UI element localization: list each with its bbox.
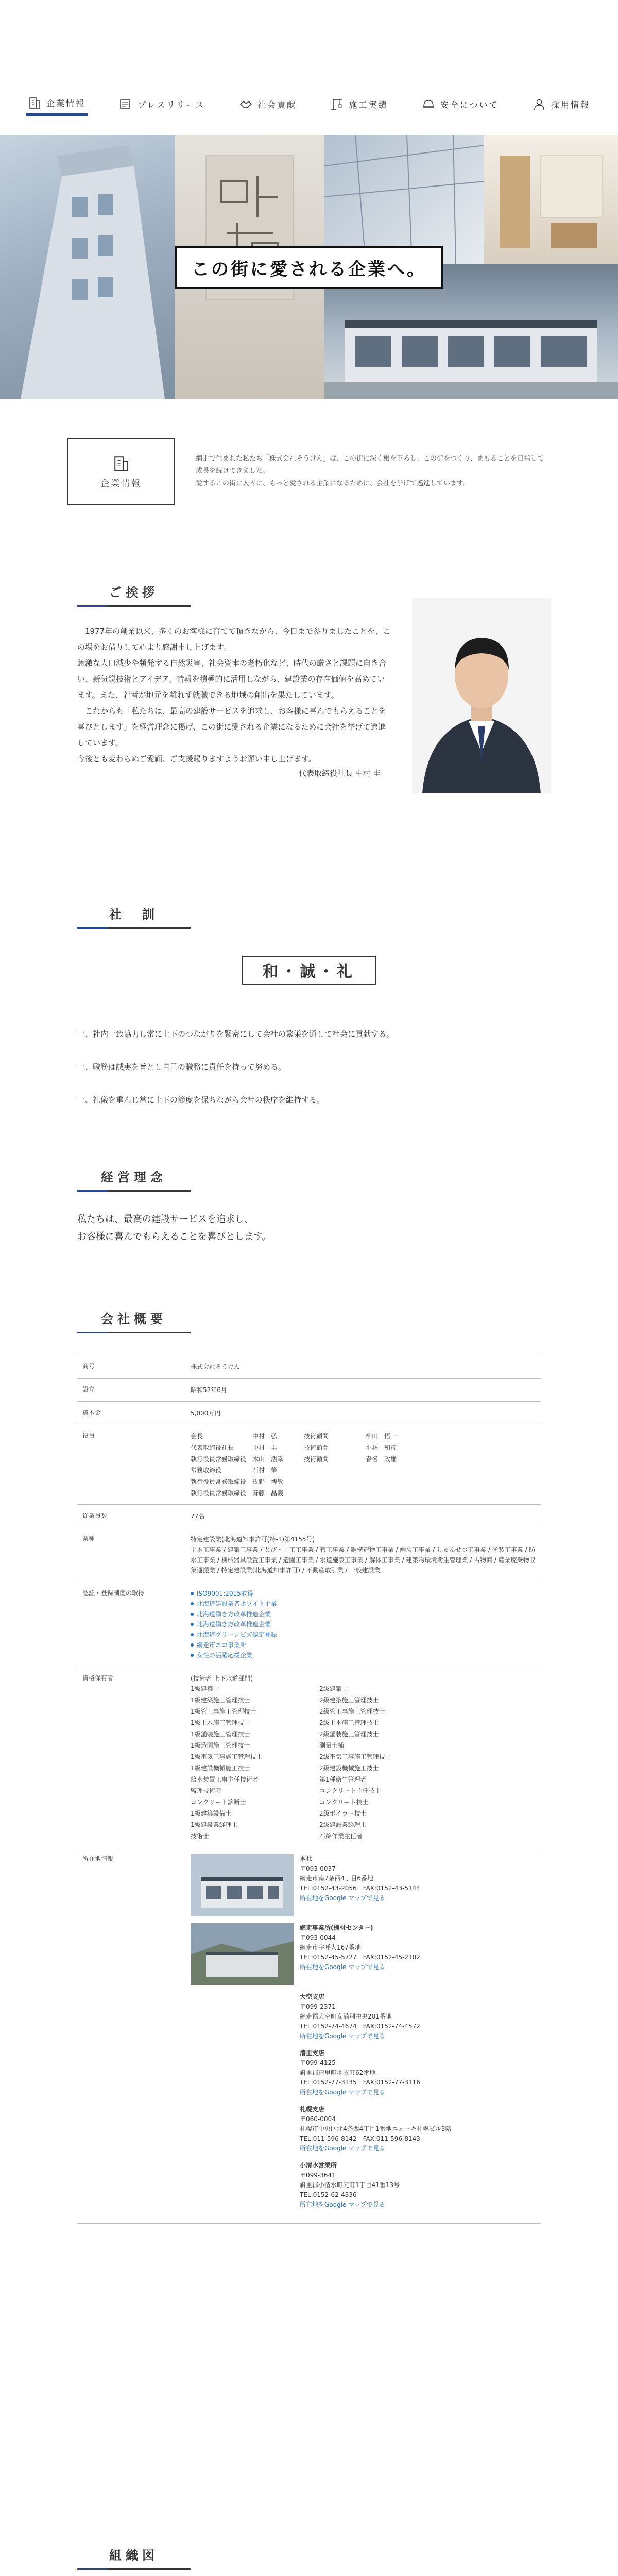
company-table bbox=[77, 1355, 541, 2224]
officer-title: 技術顧問 bbox=[304, 1455, 329, 1463]
office-address: 網走市南7条西4丁目6番地 bbox=[300, 1875, 373, 1882]
office-zip: 〒093-0037 bbox=[300, 1865, 336, 1872]
greeting-title: ご挨拶 bbox=[77, 577, 191, 607]
officer-title: 代表取締役社長 bbox=[191, 1444, 234, 1451]
office-entry bbox=[191, 2105, 541, 2154]
officers-grid bbox=[191, 1431, 541, 1498]
qual-item: 1級舗装施工管理技士 bbox=[191, 1731, 250, 1738]
office-name: 大空支店 bbox=[300, 1993, 325, 2001]
qual-item: 第1種衛生管理者 bbox=[319, 1776, 367, 1783]
qual-item: コンクリート技士 bbox=[319, 1799, 369, 1806]
qual-item: 1級土木施工管理技士 bbox=[191, 1719, 250, 1726]
qual-item: 監理技術者 bbox=[191, 1787, 222, 1794]
qual-item: 1級建築設備士 bbox=[191, 1810, 232, 1817]
table-row bbox=[77, 1378, 541, 1401]
qual-item: 2級建設業経理士 bbox=[319, 1821, 367, 1828]
nav-label: 社会貢献 bbox=[257, 99, 297, 110]
office-tel: TEL:0152-74-4674 FAX:0152-74-4572 bbox=[300, 2023, 420, 2030]
nav-construction-works[interactable] bbox=[328, 92, 390, 116]
table-row bbox=[77, 1667, 541, 1848]
row-label: 認証・登録制度の取得 bbox=[82, 1589, 145, 1597]
nav-label: 安全について bbox=[440, 99, 499, 110]
shaze-lines bbox=[77, 1018, 541, 1116]
qual-item: 2級電気工事施工管理技士 bbox=[319, 1753, 391, 1760]
officer-name: 石村 肇 bbox=[252, 1467, 278, 1474]
company-motto: 和・誠・礼 bbox=[242, 956, 376, 985]
philosophy-title: 経営理念 bbox=[77, 1162, 191, 1192]
office-entry bbox=[191, 1992, 541, 2041]
table-row bbox=[77, 1504, 541, 1528]
qual-item: 石綿作業主任者 bbox=[319, 1833, 363, 1840]
office-entry bbox=[191, 2161, 541, 2210]
row-label: 商号 bbox=[82, 1363, 95, 1370]
quals-head: (技術者 上下水道部門) bbox=[191, 1675, 253, 1682]
officer-name: 中村 圭 bbox=[252, 1444, 278, 1451]
building-icon bbox=[112, 454, 130, 472]
officer-name: 斉藤 晶義 bbox=[252, 1489, 284, 1497]
row-value: 5,000万円 bbox=[191, 1410, 221, 1417]
nav-label: 企業情報 bbox=[46, 98, 86, 108]
table-row bbox=[77, 1528, 541, 1582]
office-name: 小清水営業所 bbox=[300, 2162, 337, 2169]
table-row bbox=[77, 1425, 541, 1504]
officer-title: 常務取締役 bbox=[191, 1467, 222, 1474]
cert-link[interactable]: ISO9001:2015取得 bbox=[191, 1588, 541, 1599]
office-entry bbox=[191, 1923, 541, 1985]
qual-item: 2級建設機械施工技士 bbox=[319, 1765, 379, 1772]
google-map-link[interactable]: 所在地をGoogle マップで見る bbox=[300, 2201, 386, 2208]
office-tel: TEL:0152-45-5727 FAX:0152-45-2102 bbox=[300, 1954, 420, 1961]
nav-label: プレスリリース bbox=[138, 99, 205, 110]
cert-link[interactable]: 北海道建設業者ホワイト企業 bbox=[191, 1599, 541, 1609]
qual-item: 2級管工事施工管理技士 bbox=[319, 1708, 385, 1715]
table-row bbox=[77, 1848, 541, 2224]
hero-photo-lobby bbox=[484, 135, 618, 264]
officer-name: 牧野 博敏 bbox=[252, 1478, 284, 1485]
shaze-title: 社 訓 bbox=[77, 899, 191, 929]
row-value: 株式会社そうけん bbox=[191, 1363, 241, 1370]
greeting-paragraph: これからも「私たちは、最高の建設サービスを追求し、お客様に喜んでもらえることを喜びとします」を経営理念に掲げ、この街に愛される企業になるために会社を挙げて邁進しています。 bbox=[77, 706, 387, 748]
qual-item: 2級舗装施工管理技士 bbox=[319, 1731, 379, 1738]
office-photo bbox=[191, 1923, 294, 1985]
office-address: 斜里郡小清水町元町1丁目41番13号 bbox=[300, 2181, 400, 2189]
intro-label-box bbox=[67, 438, 175, 505]
qual-item: 1級造園施工管理技士 bbox=[191, 1742, 250, 1749]
office-address: 網走郡大空町女満別中央201番地 bbox=[300, 2013, 392, 2020]
hero-photo-building-facade bbox=[0, 135, 175, 399]
office-tel: TEL:0152-62-4336 bbox=[300, 2191, 357, 2198]
office-name: 本社 bbox=[300, 1855, 313, 1862]
president-portrait bbox=[412, 598, 551, 793]
officer-name: 柳田 悟一 bbox=[366, 1433, 397, 1440]
office-name: 札幌支店 bbox=[300, 2106, 325, 2113]
greeting-signature: 代表取締役社長 中村 圭 bbox=[299, 769, 381, 778]
table-row bbox=[77, 1582, 541, 1667]
qual-item: 1級管工事施工管理技士 bbox=[191, 1708, 256, 1715]
office-zip: 〒099-4125 bbox=[300, 2059, 336, 2066]
qual-item: 1級電気工事施工管理技士 bbox=[191, 1753, 263, 1760]
hero-caption: この街に愛される企業へ。 bbox=[175, 246, 443, 289]
intro-text: 網走で生まれた私たち「株式会社そうけん」は、この街に深く根を下ろし、この街をつくり、まもることを目指して成長を続けてきました。 愛するこの街に人々に、もっと愛される企業になるために、会社を挙げて邁進しています。 bbox=[196, 455, 544, 487]
office-name: 網走事業所(機材センター) bbox=[300, 1924, 373, 1931]
google-map-link[interactable]: 所在地をGoogle マップで見る bbox=[300, 1963, 386, 1971]
philosophy-line: お客様に喜んでもらえることを喜びとします。 bbox=[77, 1231, 271, 1242]
office-tel: TEL:011-596-8142 FAX:011-596-8143 bbox=[300, 2135, 420, 2142]
google-map-link[interactable]: 所在地をGoogle マップで見る bbox=[300, 2089, 386, 2096]
qual-item: 給水装置工事主任技術者 bbox=[191, 1776, 259, 1783]
nav-social-contribution[interactable] bbox=[237, 92, 299, 116]
office-entry bbox=[191, 2048, 541, 2097]
nav-company-info[interactable] bbox=[26, 92, 88, 116]
handshake-icon bbox=[239, 97, 252, 111]
office-zip: 〒099-2371 bbox=[300, 2003, 336, 2010]
shaze-line: 一、社内一致協力し常に上下のつながりを緊密にして会社の繁栄を通して社会に貢献する。 bbox=[77, 1029, 394, 1039]
cert-link[interactable]: 北海道働き方改革推進企業 bbox=[191, 1609, 541, 1619]
nav-recruit[interactable] bbox=[530, 92, 592, 116]
officer-title: 執行役員常務取締役 bbox=[191, 1489, 247, 1497]
office-photo bbox=[191, 1854, 294, 1916]
table-row bbox=[77, 1355, 541, 1378]
office-address: 札幌市中央区北4条西4丁目1番地ニューキ札幌ビル3階 bbox=[300, 2125, 452, 2132]
qual-item: 技術士 bbox=[191, 1833, 210, 1840]
nav-safety[interactable] bbox=[420, 92, 501, 116]
office-zip: 〒093-0044 bbox=[300, 1934, 336, 1941]
office-tel: TEL:0152-77-3135 FAX:0152-77-3116 bbox=[300, 2079, 420, 2086]
recruit-icon bbox=[533, 97, 546, 111]
org-title: 組織図 bbox=[77, 2540, 191, 2570]
qual-item: 2級建築施工管理技士 bbox=[319, 1697, 379, 1704]
row-label: 所在地情報 bbox=[82, 1855, 114, 1862]
hero-photo-interior bbox=[324, 135, 484, 264]
greeting-paragraph: 1977年の創業以来、多くのお客様に育てて頂きながら、今日まで参りましたことを、この場をお借りして心より感謝申し上げます。 bbox=[77, 626, 391, 652]
greeting-paragraph: 急激な人口減少や頻発する自然災害、社会資本の老朽化など、時代の厳さと課題に向き合い、新気鋭技術とアイデア、情報を積極的に活用しながら、建設業の存在価値を高めています。また、若者が地元を離れず就職できる地域の創出を果たしています。 bbox=[77, 658, 387, 700]
officer-title: 技術顧問 bbox=[304, 1433, 329, 1440]
qual-item: コンクリート主任技士 bbox=[319, 1787, 381, 1794]
row-label: 資本金 bbox=[82, 1409, 101, 1416]
qual-item: 1級建築施工管理技士 bbox=[191, 1697, 250, 1704]
google-map-link[interactable]: 所在地をGoogle マップで見る bbox=[300, 1894, 386, 1902]
qual-item: 2級土木施工管理技士 bbox=[319, 1719, 379, 1726]
company-intro bbox=[67, 438, 551, 505]
officer-name: 春名 政雄 bbox=[366, 1455, 397, 1463]
qual-item: 2級ボイラー技士 bbox=[319, 1810, 367, 1817]
office-name: 清里支店 bbox=[300, 2049, 325, 2057]
press-icon bbox=[119, 97, 132, 111]
office-tel: TEL:0152-43-2056 FAX:0152-43-5144 bbox=[300, 1885, 420, 1892]
intro-label: 企業情報 bbox=[100, 478, 142, 489]
office-zip: 〒060-0004 bbox=[300, 2115, 336, 2123]
company-title: 会社概要 bbox=[77, 1303, 191, 1333]
google-map-link[interactable]: 所在地をGoogle マップで見る bbox=[300, 2032, 386, 2040]
office-address: 網走市字呼人167番地 bbox=[300, 1944, 361, 1951]
officer-title: 会長 bbox=[191, 1433, 203, 1440]
building-icon bbox=[28, 96, 41, 109]
office-zip: 〒099-3641 bbox=[300, 2172, 336, 2179]
officer-name: 小林 和彦 bbox=[366, 1444, 397, 1451]
row-value: 昭和52年6月 bbox=[191, 1386, 227, 1394]
qual-item: 測量士補 bbox=[319, 1742, 345, 1749]
crane-icon bbox=[330, 97, 344, 111]
row-label: 従業員数 bbox=[82, 1512, 108, 1519]
greeting-text bbox=[77, 623, 391, 767]
qual-item: コンクリート診断士 bbox=[191, 1799, 246, 1806]
officer-title: 執行役員常務取締役 bbox=[191, 1455, 247, 1463]
cert-link[interactable]: 北海道グリーンビズ認定登録 bbox=[191, 1630, 541, 1640]
row-label: 役員 bbox=[82, 1432, 95, 1439]
office-entry bbox=[191, 1854, 541, 1916]
main-nav bbox=[26, 88, 592, 116]
cert-link[interactable]: 網走市エコ事業所 bbox=[191, 1640, 541, 1650]
row-label: 資格保有者 bbox=[82, 1674, 114, 1682]
qual-item: 1級建設業経理士 bbox=[191, 1821, 238, 1828]
shaze-line: 一、礼儀を重んじ常に上下の節度を保ちながら会社の秩序を維持する。 bbox=[77, 1095, 325, 1105]
office-address: 斜里郡清里町羽衣町62番地 bbox=[300, 2069, 376, 2076]
cert-link[interactable]: 女性の活躍応援企業 bbox=[191, 1650, 541, 1660]
greeting-paragraph: 今後とも変わらぬご愛顧、ご支援賜りますようお願い申し上げます。 bbox=[77, 754, 316, 764]
nav-press-release[interactable] bbox=[117, 92, 207, 116]
hero-collage bbox=[0, 135, 618, 399]
qual-item: 2級建築士 bbox=[319, 1685, 348, 1692]
quals-grid bbox=[191, 1684, 541, 1841]
table-row bbox=[77, 1401, 541, 1425]
row-value: 77名 bbox=[191, 1513, 205, 1520]
row-label: 設立 bbox=[82, 1386, 95, 1393]
helmet-icon bbox=[422, 97, 435, 111]
officer-title: 執行役員常務取締役 bbox=[191, 1478, 247, 1485]
nav-label: 施工実績 bbox=[349, 99, 388, 110]
officer-name: 木山 浩幸 bbox=[252, 1455, 284, 1463]
row-value: 特定建設業(北海道知事許可(特-1)第4155号) 土木工事業 / 建築工事業 / とび・土工工事業 / 管工事業 / 鋼構造物工事業 / 舗装工事業 / しゅんせつ工事業 / 塗装工事業 / 防水工事業 / 機械器具設置工事業 / 造園工事業 / 水道施設工事業 / 解体工事業 / 建築物環境衛生管理業 / 古物商 / 産業廃棄物収集運搬業 / 特定建設業(北海道知事許可) / 不動産取引業 / 一般建設業 bbox=[191, 1536, 536, 1574]
cert-link[interactable]: 北海道働き方改革推進企業 bbox=[191, 1619, 541, 1630]
nav-label: 採用情報 bbox=[551, 99, 590, 110]
officer-title: 技術顧問 bbox=[304, 1444, 329, 1451]
officer-name: 中村 弘 bbox=[252, 1433, 278, 1440]
qual-item: 1級建築士 bbox=[191, 1685, 219, 1692]
philosophy-text bbox=[77, 1211, 271, 1246]
google-map-link[interactable]: 所在地をGoogle マップで見る bbox=[300, 2145, 386, 2152]
shaze-line: 一、職務は誠実を旨とし自己の職務に責任を持って努める。 bbox=[77, 1062, 286, 1072]
philosophy-line: 私たちは、最高の建設サービスを追求し、 bbox=[77, 1214, 253, 1225]
qual-item: 1級建設機械施工技士 bbox=[191, 1765, 250, 1772]
row-label: 業種 bbox=[82, 1535, 95, 1543]
